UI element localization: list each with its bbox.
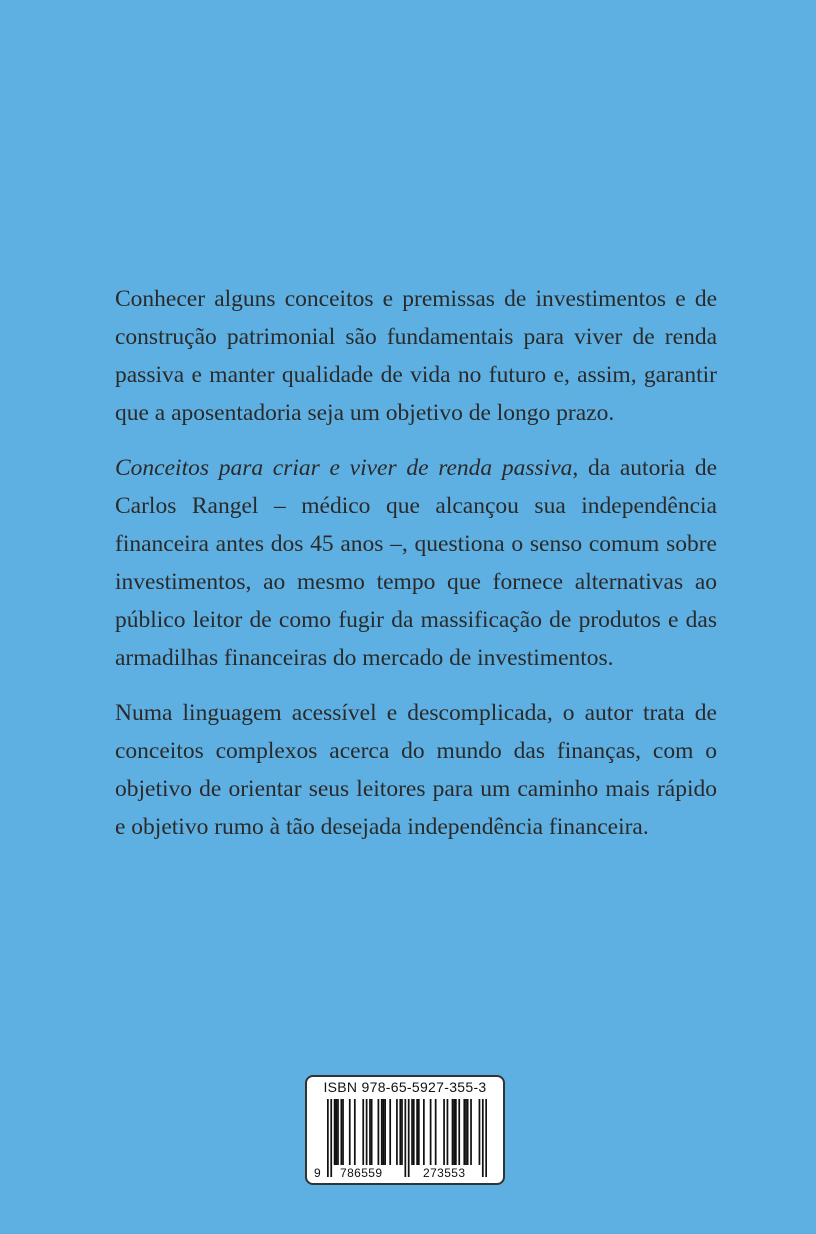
barcode-bar (455, 1099, 457, 1165)
barcode-bar (418, 1099, 420, 1165)
barcode-bar (330, 1099, 332, 1177)
barcode-bar (453, 1099, 455, 1165)
barcode-left-digits: 786559 (340, 1166, 383, 1180)
barcode-bar (371, 1099, 373, 1165)
barcode-bar (413, 1099, 415, 1165)
barcode-bar (479, 1099, 481, 1165)
barcode-bar (381, 1099, 383, 1165)
barcode-bar (401, 1099, 403, 1165)
isbn-barcode (305, 1075, 505, 1185)
barcode-bar (378, 1099, 380, 1165)
barcode-lead-digit: 9 (314, 1166, 321, 1180)
barcode-bar (458, 1099, 460, 1165)
barcode-bar (383, 1099, 385, 1165)
barcode-bar (362, 1099, 364, 1165)
barcode-bar (335, 1099, 337, 1165)
barcode-bar (430, 1099, 432, 1165)
barcode-bar (396, 1099, 398, 1165)
barcode-bar (366, 1099, 368, 1165)
barcode-bar (384, 1099, 386, 1165)
barcode-bar (470, 1099, 472, 1165)
barcode-bar (342, 1099, 344, 1165)
barcode-bar (369, 1099, 371, 1165)
barcode-bar (408, 1099, 410, 1177)
barcode-bar (452, 1099, 454, 1165)
blurb-paragraph-1: Conhecer alguns conceitos e premissas de investimentos e de construção patrimonial são fundamentais para viver de renda passiva e manter qualidade de vida no futuro e, assim, garantir que a aposentadoria seja um objetivo de longo prazo. (115, 286, 717, 426)
blurb-paragraph-2 (115, 449, 717, 677)
barcode-bar (447, 1099, 449, 1165)
barcode-bar (327, 1099, 329, 1177)
barcode-bar (354, 1099, 356, 1165)
back-cover-blurb (115, 280, 717, 863)
blurb-paragraph-2-text: , da autoria de Carlos Rangel – médico que alcançou sua independência financeira antes dos 45 anos –, questiona o senso comum sobre investimentos, ao mesmo tempo que fornece alternativas ao público leitor de como fugir da massificação de produtos e das armadilhas financeiras do mercado de investimentos. (115, 455, 717, 671)
barcode-bar (485, 1099, 487, 1177)
barcode-bar (416, 1099, 418, 1165)
barcode-bar (423, 1099, 425, 1165)
barcode-bar (337, 1099, 339, 1165)
barcode-bar (482, 1099, 484, 1177)
barcode-bar (334, 1099, 336, 1165)
barcode-bar (340, 1099, 342, 1165)
barcode-right-digits: 273553 (423, 1166, 466, 1180)
barcode-bar (389, 1099, 391, 1165)
barcode-bar (443, 1099, 445, 1165)
barcode-bar (349, 1099, 351, 1165)
barcode-bar (435, 1099, 437, 1165)
barcode-bar (411, 1099, 413, 1165)
barcode-bar (465, 1099, 467, 1165)
barcode-bar (463, 1099, 465, 1165)
isbn-label: ISBN 978-65-5927-355-3 (323, 1079, 487, 1095)
blurb-paragraph-3: Numa linguagem acessível e descomplicada, o autor trata de conceitos complexos acerca do mundo das finanças, com o objetivo de orientar seus leitores para um caminho mais rápido e objetivo rumo à tão desejada independência financeira. (115, 700, 717, 840)
book-title: Conceitos para criar e viver de renda passiva (115, 455, 573, 481)
barcode-bar (467, 1099, 469, 1165)
barcode-bar (404, 1099, 406, 1177)
barcode-bar (399, 1099, 401, 1165)
